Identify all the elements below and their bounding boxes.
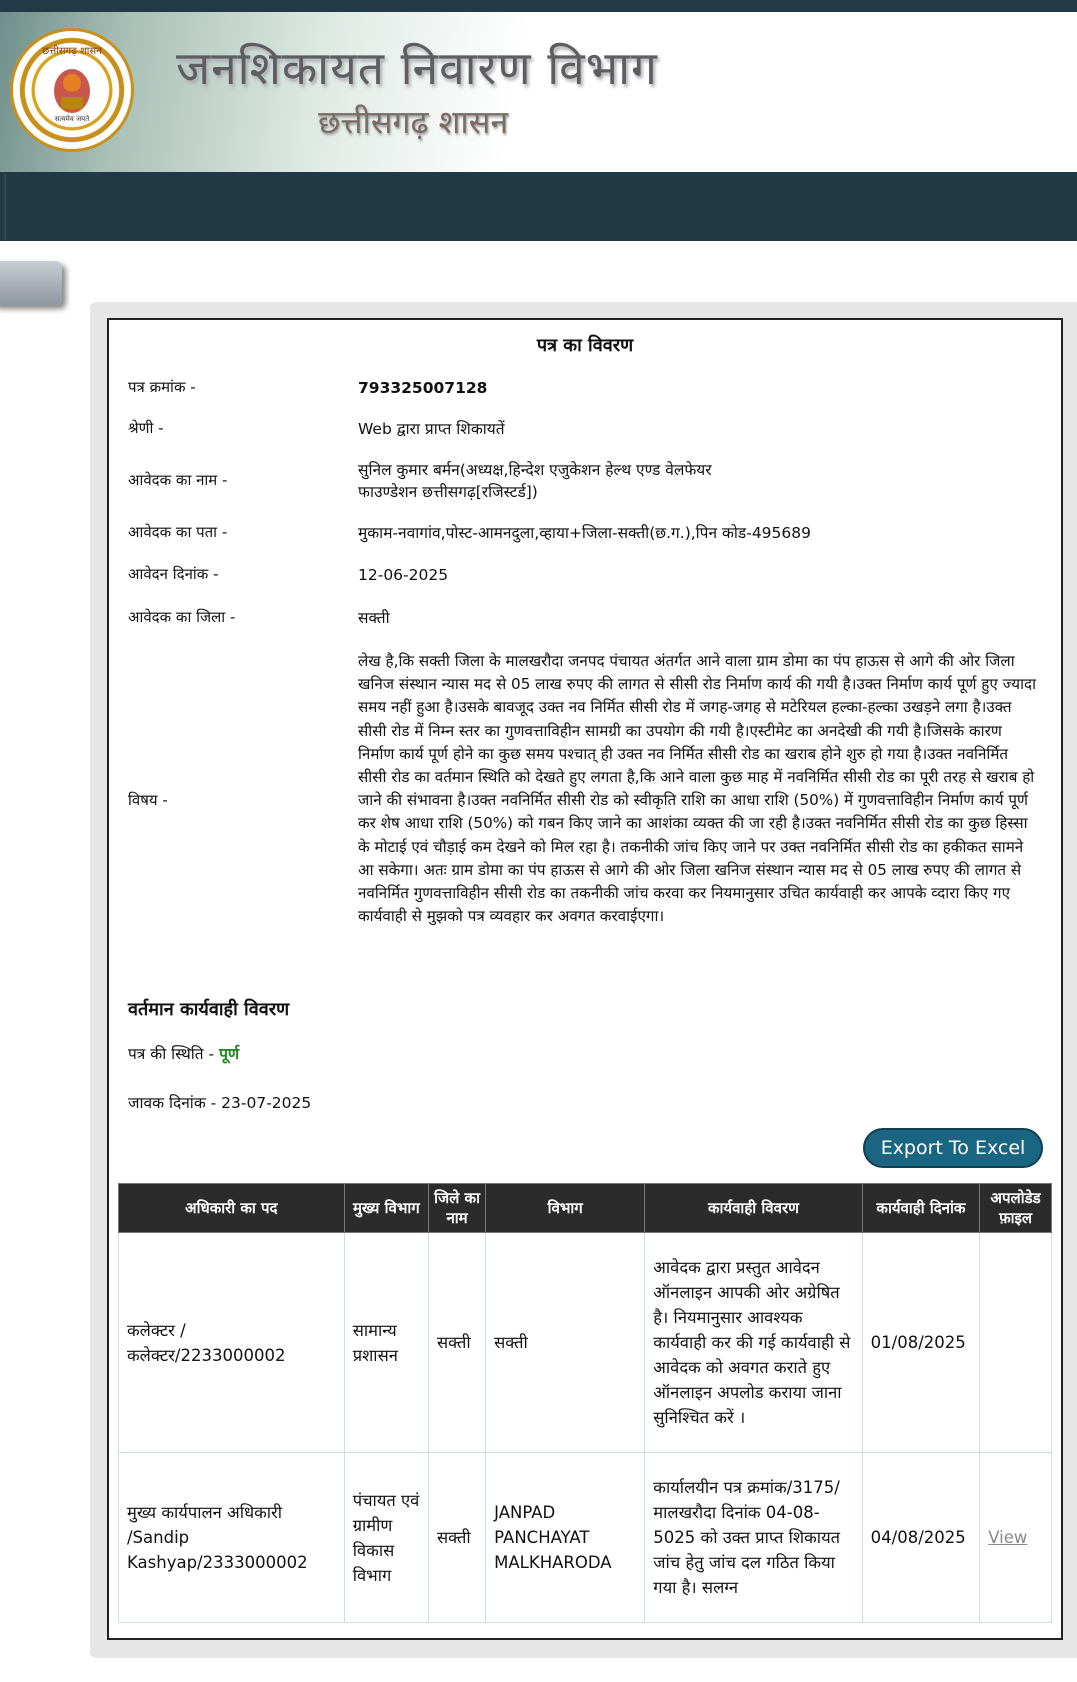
cell-district: सक्ती [428, 1453, 485, 1623]
table-row [119, 1453, 1052, 1623]
cell-action-date: 04/08/2025 [862, 1453, 980, 1623]
header-uploaded-file: अपलोडेड फ़ाइल [980, 1184, 1052, 1233]
table-row [119, 1233, 1052, 1453]
seal-top-text: छत्तीसगढ़ शासन [42, 46, 102, 57]
header-action-date: कार्यवाही दिनांक [862, 1184, 980, 1233]
dispatch-date: जावक दिनांक - 23-07-2025 [128, 1094, 312, 1112]
government-seal-logo [10, 28, 134, 152]
application-date-label: आवेदन दिनांक - [128, 565, 219, 583]
letter-status-value: पूर्ण [219, 1045, 240, 1063]
emblem-icon [47, 61, 97, 119]
department-title: जनशिकायत निवारण विभाग [176, 41, 658, 95]
cell-action-date: 01/08/2025 [862, 1233, 980, 1453]
cell-uploaded-file [980, 1453, 1052, 1623]
cell-dept: JANPAD PANCHAYAT MALKHARODA [486, 1453, 645, 1623]
applicant-address-label: आवेदक का पता - [128, 523, 228, 541]
actions-table [118, 1183, 1052, 1623]
letter-number-value: 793325007128 [358, 379, 488, 397]
header-district: जिले का नाम [428, 1184, 485, 1233]
category-value: Web द्वारा प्राप्त शिकायतें [358, 420, 505, 438]
letter-status-label: पत्र की स्थिति - [128, 1045, 220, 1063]
applicant-name-line2: फाउण्डेशन छत्तीसगढ़[रजिस्टर्ड]) [358, 483, 538, 501]
header-officer: अधिकारी का पद [119, 1184, 345, 1233]
category-label: श्रेणी - [128, 419, 164, 437]
header-action: कार्यवाही विवरण [645, 1184, 862, 1233]
letter-number-label: पत्र क्रमांक - [128, 378, 196, 396]
applicant-district-value: सक्ती [358, 609, 390, 627]
subject-label: विषय - [128, 791, 168, 809]
cell-dept: सक्ती [486, 1233, 645, 1453]
subject-text: लेख है,कि सक्ती जिला के मालखरौदा जनपद पंचायत अंतर्गत आने वाला ग्राम डोमा का पंप हाऊस से आगे की ओर जिला खनिज संस्थान न्यास मद से 05 लाख रुपए की लागत से सीसी रोड निर्माण कार्य की गयी है।उक्त निर्माण कार्य पूर्ण हुए ज्यादा समय नहीं हुआ है।उसके बावजूद उक्त नव निर्मित सीसी रोड में जगह-जगह से मटेरियल हल्का-हल्का उखड़ने लगा है।उक्त सीसी रोड में निम्न स्तर का गुणवत्ताविहीन सामग्री का उपयोग की गयी है।एस्टीमेट का अनदेखी की गयी है।जिसके कारण निर्माण कार्य पूर्ण होने का कुछ समय पश्चात् ही उक्त नव निर्मित सीसी रोड का खराब होने शुरु हो गया है।उक्त नवनिर्मित सीसी रोड का वर्तमान स्थिति को देखते हुए लगता है,कि आने वाला कुछ माह में नवनिर्मित सीसी रोड का पूरी तरह से खराब हो जाने की संभावना है।उक्त नवनिर्मित सीसी रोड को स्वीकृति राशि का आधा राशि (50%) में गुणवत्ताविहीन निर्माण कार्य पूर्ण कर शेष आधा राशि (50%) को गबन किए जाने का आशंका व्यक्त की जा रही है।उक्त नवनिर्मित सीसी रोड का कुछ हिस्सा के मोटाई एवं चौड़ाई कम देखने को मिल रहा है। तकनीकी जांच किए जाने पर उक्त नवनिर्मित सीसी रोड का हकीकत सामने आ सकेगा। अतः ग्राम डोमा का पंप हाऊस से आगे की ओर जिला खनिज संस्थान न्यास मद से 05 लाख रुपए की लागत से नवनिर्मित गुणवत्ताविहीन सीसी रोड का तकनीकी जांच करवा कर नियमानुसार उचित कार्यवाही कर आपके व्दारा किए गए कार्यवाही से मुझको पत्र व्यवहार कर अवगत करवाईएगा। [358, 652, 1037, 926]
letter-details-title: पत्र का विवरण [536, 335, 634, 356]
cell-uploaded-file [980, 1233, 1052, 1453]
cell-officer: कलेक्टर / कलेक्टर/2233000002 [119, 1233, 345, 1453]
cell-officer: मुख्य कार्यपालन अधिकारी /Sandip Kashyap/2333000002 [119, 1453, 345, 1623]
header-main-dept: मुख्य विभाग [344, 1184, 428, 1233]
header-dept: विभाग [486, 1184, 645, 1233]
top-strip [0, 0, 1077, 12]
seal-bottom-text: सत्यमेव जयते [54, 115, 90, 123]
applicant-address-value: मुकाम-नवागांव,पोस्ट-आमनदुला,व्हाया+जिला-सक्ती(छ.ग.),पिन कोड-495689 [358, 524, 811, 542]
table-header-row [119, 1184, 1052, 1233]
current-action-heading: वर्तमान कार्यवाही विवरण [128, 999, 290, 1020]
cell-district: सक्ती [428, 1233, 485, 1453]
applicant-name-label: आवेदक का नाम - [128, 471, 228, 489]
export-to-excel-button[interactable]: Export To Excel [863, 1128, 1043, 1168]
cell-action: कार्यालयीन पत्र क्रमांक/3175/ मालखरौदा दिनांक 04-08-5025 को उक्त प्राप्त शिकायत जांच हेतु जांच दल गठित किया गया है। सलग्न [645, 1453, 862, 1623]
state-title: छत्तीसगढ़ शासन [318, 103, 509, 141]
letter-status [128, 1042, 239, 1064]
side-menu-tab[interactable] [0, 261, 62, 305]
application-date-value: 12-06-2025 [358, 566, 449, 584]
cell-main-dept: पंचायत एवं ग्रामीण विकास विभाग [344, 1453, 428, 1623]
cell-main-dept: सामान्य प्रशासन [344, 1233, 428, 1453]
applicant-name-line1: सुनिल कुमार बर्मन(अध्यक्ष,हिन्देश एजुकेशन हेल्थ एण्ड वेलफेयर [358, 461, 712, 479]
cell-action: आवेदक द्वारा प्रस्तुत आवेदन ऑनलाइन आपकी ओर अग्रेषित है। नियमानुसार आवश्यक कार्यवाही कर की गई कार्यवाही से आवेदक को अवगत कराते हुए ऑनलाइन अपलोड कराया जाना सुनिश्चित करें । [645, 1233, 862, 1453]
applicant-name-value [358, 459, 712, 503]
navigation-bar-edge [4, 174, 1077, 240]
applicant-district-label: आवेदक का जिला - [128, 608, 236, 626]
view-file-link[interactable]: View [988, 1528, 1028, 1547]
